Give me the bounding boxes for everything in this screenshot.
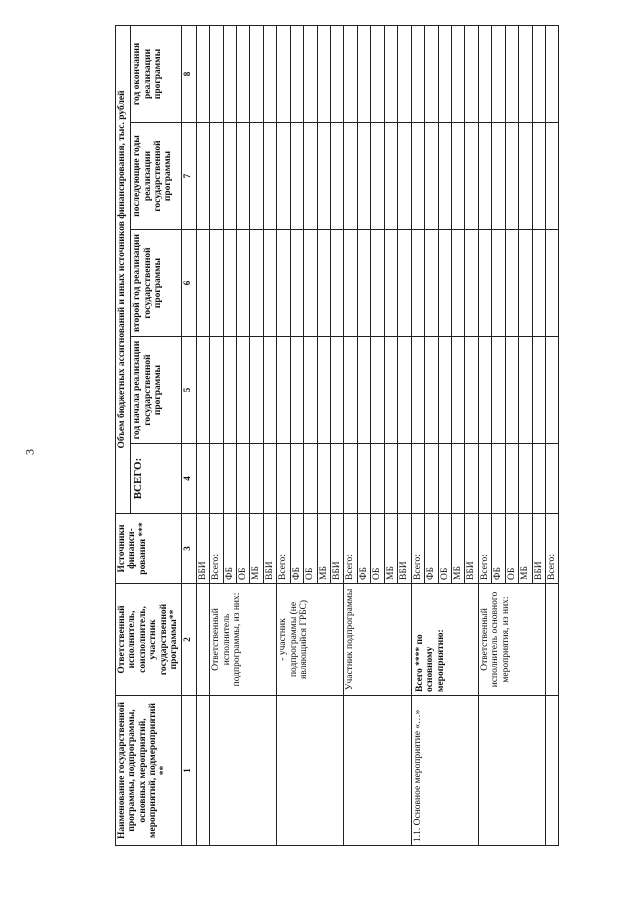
column-number: 3 bbox=[181, 514, 196, 584]
value-cell bbox=[210, 444, 223, 514]
value-cell bbox=[317, 337, 330, 444]
row-name bbox=[196, 696, 209, 846]
value-cell bbox=[277, 230, 290, 337]
value-cell bbox=[532, 25, 545, 122]
row-source: ФБ bbox=[357, 514, 370, 584]
value-cell bbox=[223, 337, 236, 444]
value-cell bbox=[519, 337, 532, 444]
value-cell bbox=[290, 25, 303, 122]
value-cell bbox=[304, 444, 317, 514]
column-number: 6 bbox=[181, 230, 196, 337]
row-name bbox=[210, 696, 277, 846]
row-source: Всего: bbox=[210, 514, 223, 584]
header-responsible: Ответственный исполнитель, соисполнитель, участник государственной программы** bbox=[116, 584, 182, 696]
value-cell bbox=[250, 25, 263, 122]
row-source: МБ bbox=[250, 514, 263, 584]
value-cell bbox=[196, 230, 209, 337]
row-source: ВБИ bbox=[196, 514, 209, 584]
row-responsible: Ответственный исполнитель подпрограммы, из них: bbox=[210, 584, 277, 696]
value-cell bbox=[425, 444, 438, 514]
row-name bbox=[478, 696, 545, 846]
value-cell bbox=[196, 123, 209, 230]
value-cell bbox=[384, 230, 397, 337]
column-number: 8 bbox=[181, 25, 196, 122]
value-cell bbox=[196, 337, 209, 444]
row-source: ОБ bbox=[438, 514, 451, 584]
value-cell bbox=[438, 25, 451, 122]
value-cell bbox=[546, 230, 559, 337]
value-cell bbox=[411, 25, 424, 122]
value-cell bbox=[384, 337, 397, 444]
value-cell bbox=[263, 337, 276, 444]
value-cell bbox=[317, 230, 330, 337]
value-cell bbox=[505, 230, 518, 337]
value-cell bbox=[519, 444, 532, 514]
value-cell bbox=[263, 444, 276, 514]
value-cell bbox=[344, 444, 357, 514]
value-cell bbox=[411, 337, 424, 444]
table-row bbox=[196, 25, 209, 845]
value-cell bbox=[236, 25, 249, 122]
value-cell bbox=[519, 123, 532, 230]
row-source: МБ bbox=[384, 514, 397, 584]
value-cell bbox=[438, 444, 451, 514]
row-source: Всего: bbox=[411, 514, 424, 584]
value-cell bbox=[210, 123, 223, 230]
row-name bbox=[344, 696, 411, 846]
row-source: ОБ bbox=[304, 514, 317, 584]
value-cell bbox=[223, 230, 236, 337]
value-cell bbox=[411, 230, 424, 337]
value-cell bbox=[304, 337, 317, 444]
value-cell bbox=[357, 337, 370, 444]
value-cell bbox=[344, 337, 357, 444]
value-cell bbox=[411, 444, 424, 514]
table-row bbox=[478, 25, 491, 845]
value-cell bbox=[290, 444, 303, 514]
table-row bbox=[344, 25, 357, 845]
value-cell bbox=[532, 230, 545, 337]
value-cell bbox=[210, 25, 223, 122]
value-cell bbox=[344, 230, 357, 337]
value-cell bbox=[505, 25, 518, 122]
value-cell bbox=[304, 230, 317, 337]
value-cell bbox=[317, 123, 330, 230]
value-cell bbox=[277, 444, 290, 514]
value-cell bbox=[411, 123, 424, 230]
value-cell bbox=[277, 123, 290, 230]
value-cell bbox=[277, 337, 290, 444]
value-cell bbox=[250, 123, 263, 230]
value-cell bbox=[344, 123, 357, 230]
row-responsible: Участник подпрограммы bbox=[344, 584, 411, 696]
value-cell bbox=[425, 337, 438, 444]
row-source: ОБ bbox=[505, 514, 518, 584]
column-number: 1 bbox=[181, 696, 196, 846]
value-cell bbox=[546, 123, 559, 230]
value-cell bbox=[398, 123, 411, 230]
page-number: 3 bbox=[22, 449, 37, 455]
value-cell bbox=[357, 230, 370, 337]
value-cell bbox=[344, 25, 357, 122]
row-source: Всего: bbox=[478, 514, 491, 584]
value-cell bbox=[478, 123, 491, 230]
value-cell bbox=[465, 25, 478, 122]
value-cell bbox=[465, 444, 478, 514]
value-cell bbox=[398, 444, 411, 514]
header-source: Источники финанси-рования *** bbox=[116, 514, 182, 584]
value-cell bbox=[532, 337, 545, 444]
column-number: 5 bbox=[181, 337, 196, 444]
row-source: Всего: bbox=[546, 514, 559, 584]
value-cell bbox=[465, 230, 478, 337]
value-cell bbox=[263, 25, 276, 122]
value-cell bbox=[290, 230, 303, 337]
value-cell bbox=[236, 337, 249, 444]
row-source: Всего: bbox=[277, 514, 290, 584]
column-number: 2 bbox=[181, 584, 196, 696]
row-source: ФБ bbox=[492, 514, 505, 584]
value-cell bbox=[532, 123, 545, 230]
row-source: ВБИ bbox=[331, 514, 344, 584]
value-cell bbox=[196, 25, 209, 122]
value-cell bbox=[236, 123, 249, 230]
row-source: МБ bbox=[317, 514, 330, 584]
value-cell bbox=[505, 123, 518, 230]
value-cell bbox=[451, 337, 464, 444]
column-number-row bbox=[181, 25, 196, 845]
value-cell bbox=[210, 337, 223, 444]
row-source: ОБ bbox=[236, 514, 249, 584]
value-cell bbox=[546, 337, 559, 444]
value-cell bbox=[371, 25, 384, 122]
value-cell bbox=[384, 123, 397, 230]
row-responsible: Ответственный исполнитель основного мероприятия, из них: bbox=[478, 584, 545, 696]
value-cell bbox=[492, 230, 505, 337]
value-cell bbox=[438, 337, 451, 444]
value-cell bbox=[478, 25, 491, 122]
value-cell bbox=[250, 444, 263, 514]
value-cell bbox=[519, 230, 532, 337]
value-cell bbox=[357, 25, 370, 122]
table-row bbox=[411, 25, 424, 845]
value-cell bbox=[331, 25, 344, 122]
row-name bbox=[277, 696, 344, 846]
budget-table-body bbox=[196, 25, 559, 845]
row-name: 1.1. Основное мероприятие «…» bbox=[411, 696, 478, 846]
value-cell bbox=[438, 230, 451, 337]
row-name bbox=[546, 696, 559, 846]
value-cell bbox=[478, 444, 491, 514]
value-cell bbox=[478, 337, 491, 444]
value-cell bbox=[371, 123, 384, 230]
value-cell bbox=[250, 337, 263, 444]
row-source: МБ bbox=[451, 514, 464, 584]
row-source: ФБ bbox=[425, 514, 438, 584]
row-source: ОБ bbox=[371, 514, 384, 584]
value-cell bbox=[465, 123, 478, 230]
value-cell bbox=[451, 25, 464, 122]
header-year-end: год окончания реализации программы bbox=[131, 25, 181, 122]
row-source: ВБИ bbox=[263, 514, 276, 584]
value-cell bbox=[277, 25, 290, 122]
value-cell bbox=[546, 25, 559, 122]
value-cell bbox=[371, 444, 384, 514]
value-cell bbox=[398, 230, 411, 337]
value-cell bbox=[425, 230, 438, 337]
row-source: ФБ bbox=[290, 514, 303, 584]
value-cell bbox=[492, 123, 505, 230]
column-number: 4 bbox=[181, 444, 196, 514]
value-cell bbox=[384, 444, 397, 514]
value-cell bbox=[492, 25, 505, 122]
row-source: ВБИ bbox=[398, 514, 411, 584]
value-cell bbox=[492, 337, 505, 444]
value-cell bbox=[331, 230, 344, 337]
value-cell bbox=[250, 230, 263, 337]
header-year-second: второй год реализации государственной программы bbox=[131, 230, 181, 337]
row-source: ВБИ bbox=[532, 514, 545, 584]
value-cell bbox=[331, 337, 344, 444]
value-cell bbox=[532, 444, 545, 514]
row-source: Всего: bbox=[344, 514, 357, 584]
header-total: ВСЕГО: bbox=[131, 444, 181, 514]
value-cell bbox=[505, 444, 518, 514]
value-cell bbox=[398, 337, 411, 444]
value-cell bbox=[331, 123, 344, 230]
value-cell bbox=[398, 25, 411, 122]
value-cell bbox=[546, 444, 559, 514]
row-source: МБ bbox=[519, 514, 532, 584]
table-row bbox=[546, 25, 559, 845]
value-cell bbox=[223, 25, 236, 122]
header-year-start: год начала реализации государственной программы bbox=[131, 337, 181, 444]
budget-table bbox=[115, 25, 559, 846]
value-cell bbox=[425, 25, 438, 122]
value-cell bbox=[438, 123, 451, 230]
value-cell bbox=[451, 230, 464, 337]
value-cell bbox=[384, 25, 397, 122]
value-cell bbox=[290, 337, 303, 444]
value-cell bbox=[317, 25, 330, 122]
value-cell bbox=[357, 123, 370, 230]
row-source: ВБИ bbox=[465, 514, 478, 584]
header-years-following: последующие годы реализации государственной программы bbox=[131, 123, 181, 230]
value-cell bbox=[492, 444, 505, 514]
value-cell bbox=[357, 444, 370, 514]
value-cell bbox=[505, 337, 518, 444]
row-responsible bbox=[546, 584, 559, 696]
value-cell bbox=[236, 444, 249, 514]
rotated-table-wrapper bbox=[115, 26, 640, 846]
value-cell bbox=[223, 123, 236, 230]
value-cell bbox=[263, 230, 276, 337]
value-cell bbox=[210, 230, 223, 337]
value-cell bbox=[451, 444, 464, 514]
value-cell bbox=[451, 123, 464, 230]
value-cell bbox=[317, 444, 330, 514]
value-cell bbox=[304, 25, 317, 122]
value-cell bbox=[290, 123, 303, 230]
value-cell bbox=[478, 230, 491, 337]
value-cell bbox=[196, 444, 209, 514]
column-number: 7 bbox=[181, 123, 196, 230]
value-cell bbox=[371, 230, 384, 337]
header-budget-group: Объем бюджетных ассигнований и иных источников финансирования, тыс. рублей bbox=[116, 25, 131, 513]
value-cell bbox=[519, 25, 532, 122]
value-cell bbox=[223, 444, 236, 514]
row-responsible: - участник подпрограммы (не являющийся ГРБС) bbox=[277, 584, 344, 696]
header-name: Наименование государственной программы, подпрограммы, основных мероприятий, мероприятий, подмероприятий ** bbox=[116, 696, 182, 846]
row-source: ФБ bbox=[223, 514, 236, 584]
table-row bbox=[210, 25, 223, 845]
value-cell bbox=[304, 123, 317, 230]
table-row bbox=[277, 25, 290, 845]
row-responsible bbox=[196, 584, 209, 696]
row-responsible: Всего **** по основному мероприятию: bbox=[411, 584, 478, 696]
value-cell bbox=[425, 123, 438, 230]
value-cell bbox=[331, 444, 344, 514]
value-cell bbox=[263, 123, 276, 230]
value-cell bbox=[236, 230, 249, 337]
value-cell bbox=[465, 337, 478, 444]
value-cell bbox=[371, 337, 384, 444]
